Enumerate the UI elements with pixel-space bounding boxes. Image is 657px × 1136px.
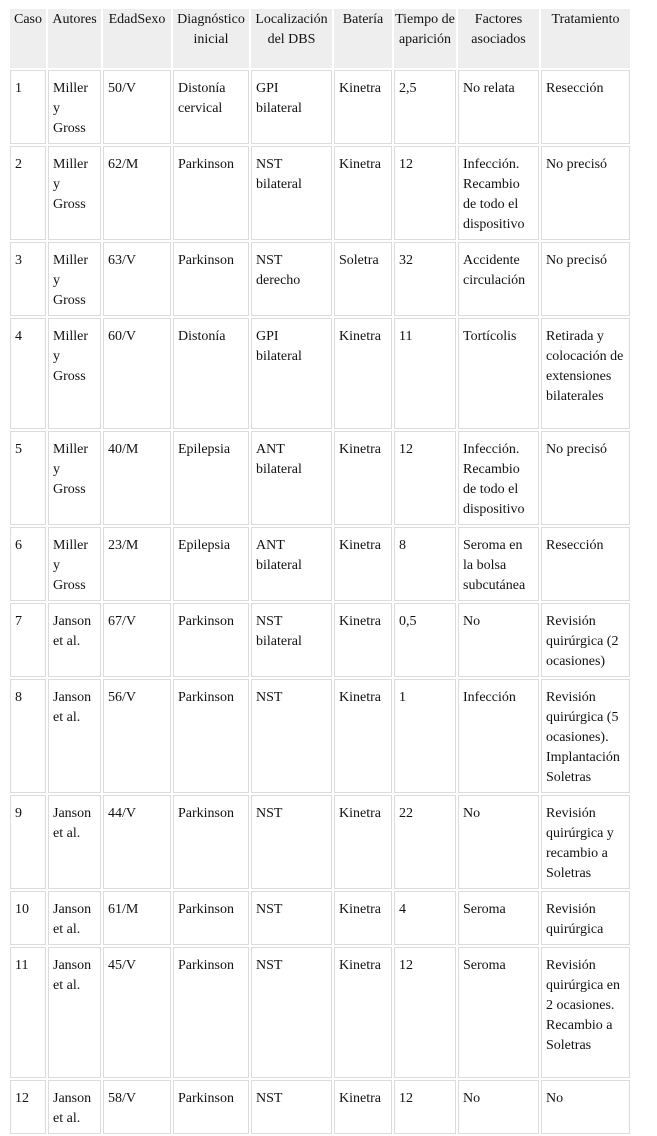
cell-autores: Janson et al. <box>48 603 101 677</box>
cell-autores: Miller y Gross <box>48 431 101 525</box>
cell-diagnostico: Distonía <box>173 318 249 429</box>
cell-tratamiento: Revisión quirúrgica <box>541 891 630 945</box>
header-factores: Factores asociados <box>458 9 539 68</box>
cell-bateria: Kinetra <box>334 603 392 677</box>
cell-caso: 3 <box>10 242 46 316</box>
cell-tratamiento: No <box>541 1080 630 1134</box>
cell-caso: 7 <box>10 603 46 677</box>
cell-localizacion: ANT bilateral <box>251 431 332 525</box>
cell-autores: Janson et al. <box>48 1080 101 1134</box>
cell-localizacion: NST <box>251 795 332 889</box>
header-autores: Autores <box>48 9 101 68</box>
cell-edad-sexo: 50/V <box>103 70 171 144</box>
table-row <box>10 947 630 1078</box>
cell-edad-sexo: 61/M <box>103 891 171 945</box>
cell-bateria: Soletra <box>334 242 392 316</box>
case-table <box>8 7 632 1136</box>
cell-factores: Tortícolis <box>458 318 539 429</box>
cell-tratamiento: Retirada y colocación de extensiones bilaterales <box>541 318 630 429</box>
cell-factores: Seroma en la bolsa subcutánea <box>458 527 539 601</box>
cell-edad-sexo: 63/V <box>103 242 171 316</box>
cell-tiempo: 0,5 <box>394 603 456 677</box>
table-row <box>10 891 630 945</box>
cell-bateria: Kinetra <box>334 318 392 429</box>
cell-bateria: Kinetra <box>334 795 392 889</box>
cell-tiempo: 12 <box>394 431 456 525</box>
cell-autores: Janson et al. <box>48 679 101 793</box>
cell-tiempo: 12 <box>394 146 456 240</box>
cell-tratamiento: No precisó <box>541 146 630 240</box>
cell-tratamiento: Revisión quirúrgica (2 ocasiones) <box>541 603 630 677</box>
cell-caso: 9 <box>10 795 46 889</box>
table-row <box>10 527 630 601</box>
cell-factores: No <box>458 1080 539 1134</box>
cell-bateria: Kinetra <box>334 527 392 601</box>
cell-autores: Janson et al. <box>48 795 101 889</box>
cell-factores: No <box>458 795 539 889</box>
cell-edad-sexo: 58/V <box>103 1080 171 1134</box>
cell-factores: Seroma <box>458 891 539 945</box>
cell-diagnostico: Epilepsia <box>173 431 249 525</box>
cell-bateria: Kinetra <box>334 679 392 793</box>
cell-edad-sexo: 40/M <box>103 431 171 525</box>
cell-factores: No relata <box>458 70 539 144</box>
cell-tiempo: 32 <box>394 242 456 316</box>
table-row <box>10 795 630 889</box>
table-row <box>10 146 630 240</box>
cell-caso: 4 <box>10 318 46 429</box>
cell-diagnostico: Parkinson <box>173 891 249 945</box>
cell-autores: Janson et al. <box>48 891 101 945</box>
cell-localizacion: NST bilateral <box>251 146 332 240</box>
cell-tiempo: 4 <box>394 891 456 945</box>
cell-bateria: Kinetra <box>334 1080 392 1134</box>
cell-caso: 12 <box>10 1080 46 1134</box>
header-bateria: Batería <box>334 9 392 68</box>
cell-tiempo: 22 <box>394 795 456 889</box>
table-row <box>10 70 630 144</box>
cell-caso: 6 <box>10 527 46 601</box>
cell-localizacion: ANT bilateral <box>251 527 332 601</box>
header-localizacion: Localización del DBS <box>251 9 332 68</box>
table-row <box>10 242 630 316</box>
cell-autores: Miller y Gross <box>48 146 101 240</box>
cell-caso: 1 <box>10 70 46 144</box>
cell-autores: Janson et al. <box>48 947 101 1078</box>
cell-bateria: Kinetra <box>334 947 392 1078</box>
table-row <box>10 1080 630 1134</box>
cell-localizacion: GPI bilateral <box>251 70 332 144</box>
header-tiempo: Tiempo de aparición <box>394 9 456 68</box>
cell-tratamiento: Revisión quirúrgica (5 ocasiones). Implantación Soletras <box>541 679 630 793</box>
cell-bateria: Kinetra <box>334 70 392 144</box>
cell-factores: Infección. Recambio de todo el dispositivo <box>458 146 539 240</box>
cell-localizacion: GPI bilateral <box>251 318 332 429</box>
cell-edad-sexo: 23/M <box>103 527 171 601</box>
cell-factores: Seroma <box>458 947 539 1078</box>
cell-diagnostico: Distonía cervical <box>173 70 249 144</box>
cell-bateria: Kinetra <box>334 431 392 525</box>
cell-diagnostico: Parkinson <box>173 146 249 240</box>
cell-tratamiento: Revisión quirúrgica y recambio a Soletras <box>541 795 630 889</box>
cell-diagnostico: Parkinson <box>173 242 249 316</box>
table-row <box>10 318 630 429</box>
table-row <box>10 679 630 793</box>
cell-tiempo: 11 <box>394 318 456 429</box>
cell-localizacion: NST <box>251 679 332 793</box>
cell-tiempo: 12 <box>394 947 456 1078</box>
cell-autores: Miller y Gross <box>48 527 101 601</box>
cell-tratamiento: Resección <box>541 527 630 601</box>
header-caso: Caso <box>10 9 46 68</box>
cell-tratamiento: No precisó <box>541 242 630 316</box>
cell-edad-sexo: 62/M <box>103 146 171 240</box>
cell-edad-sexo: 60/V <box>103 318 171 429</box>
cell-autores: Miller y Gross <box>48 70 101 144</box>
header-edad-sexo: EdadSexo <box>103 9 171 68</box>
cell-autores: Miller y Gross <box>48 242 101 316</box>
cell-factores: Infección. Recambio de todo el dispositivo <box>458 431 539 525</box>
cell-caso: 2 <box>10 146 46 240</box>
header-diagnostico: Diagnóstico inicial <box>173 9 249 68</box>
cell-tratamiento: Resección <box>541 70 630 144</box>
cell-factores: Accidente circulación <box>458 242 539 316</box>
cell-factores: No <box>458 603 539 677</box>
cell-diagnostico: Parkinson <box>173 947 249 1078</box>
cell-bateria: Kinetra <box>334 891 392 945</box>
cell-caso: 8 <box>10 679 46 793</box>
cell-caso: 5 <box>10 431 46 525</box>
header-row <box>10 9 630 68</box>
cell-autores: Miller y Gross <box>48 318 101 429</box>
cell-localizacion: NST <box>251 1080 332 1134</box>
cell-tiempo: 1 <box>394 679 456 793</box>
cell-diagnostico: Parkinson <box>173 795 249 889</box>
cell-edad-sexo: 56/V <box>103 679 171 793</box>
cell-tiempo: 2,5 <box>394 70 456 144</box>
cell-localizacion: NST <box>251 947 332 1078</box>
cell-caso: 10 <box>10 891 46 945</box>
cell-tratamiento: Revisión quirúrgica en 2 ocasiones. Recambio a Soletras <box>541 947 630 1078</box>
cell-tratamiento: No precisó <box>541 431 630 525</box>
cell-diagnostico: Parkinson <box>173 1080 249 1134</box>
cell-diagnostico: Parkinson <box>173 603 249 677</box>
cell-edad-sexo: 67/V <box>103 603 171 677</box>
cell-diagnostico: Epilepsia <box>173 527 249 601</box>
cell-diagnostico: Parkinson <box>173 679 249 793</box>
cell-tiempo: 12 <box>394 1080 456 1134</box>
cell-factores: Infección <box>458 679 539 793</box>
header-tratamiento: Tratamiento <box>541 9 630 68</box>
cell-caso: 11 <box>10 947 46 1078</box>
cell-edad-sexo: 44/V <box>103 795 171 889</box>
table-row <box>10 603 630 677</box>
cell-localizacion: NST derecho <box>251 242 332 316</box>
cell-edad-sexo: 45/V <box>103 947 171 1078</box>
cell-localizacion: NST <box>251 891 332 945</box>
cell-localizacion: NST bilateral <box>251 603 332 677</box>
cell-tiempo: 8 <box>394 527 456 601</box>
cell-bateria: Kinetra <box>334 146 392 240</box>
table-row <box>10 431 630 525</box>
